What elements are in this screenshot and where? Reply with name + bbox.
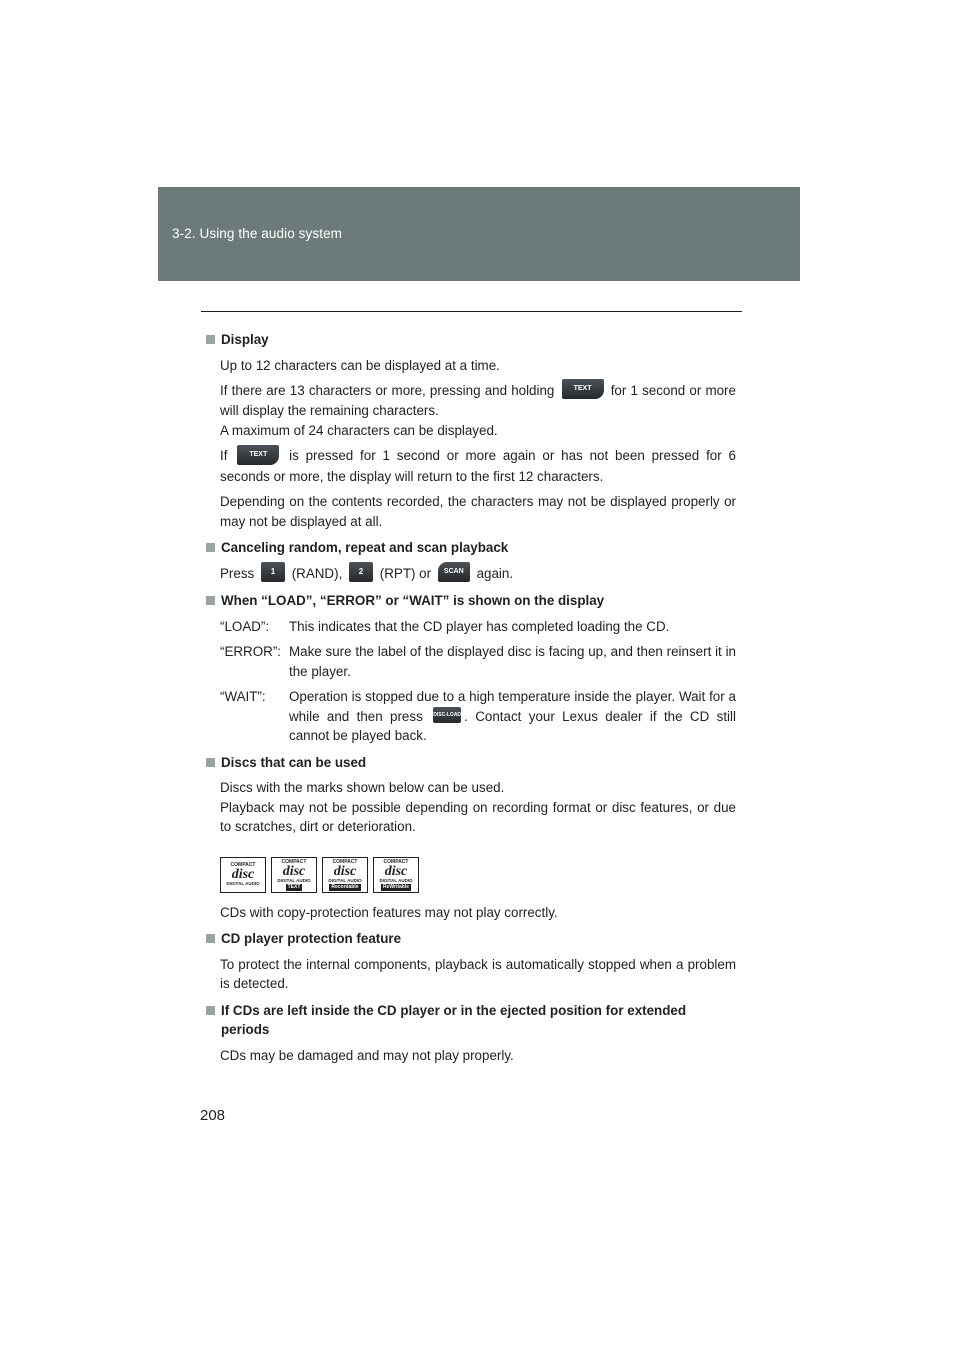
paragraph: Depending on the contents recorded, the characters may not be displayed properly or may not be displayed at all. (220, 494, 736, 529)
section-heading: When “LOAD”, “ERROR” or “WAIT” is shown on the display (221, 593, 605, 609)
paragraph: A maximum of 24 characters can be displayed. (220, 422, 498, 438)
status-row-wait: “WAIT”: Operation is stopped due to a high temperature inside the player. Wait for a while and then press DISC-LOAD . Contact your Lexus dealer if the CD still cannot be played back. (220, 689, 736, 744)
bullet-square-icon (206, 1006, 215, 1015)
page-content (205, 330, 736, 1072)
text-button-icon: TEXT (562, 379, 604, 399)
compact-disc-logo: COMPACT disc DIGITAL AUDIO (220, 857, 266, 893)
compact-disc-rewritable-logo: COMPACT disc DIGITAL AUDIO ReWritable (373, 857, 419, 893)
bullet-square-icon (206, 335, 215, 344)
section-protection (205, 929, 736, 994)
paragraph: Discs with the marks shown below can be used. (220, 780, 505, 796)
section-heading: CD player protection feature (221, 931, 402, 947)
section-discs (205, 753, 736, 923)
bullet-square-icon (206, 934, 215, 943)
paragraph: To protect the internal components, playback is automatically stopped when a problem is detected. (220, 956, 736, 992)
paragraph: Playback may not be possible depending on recording format or disc features, or due to scratches, dirt or deterioration. (220, 799, 736, 835)
section-heading: Canceling random, repeat and scan playback (221, 540, 509, 556)
chapter-header (158, 187, 800, 281)
paragraph: If there are 13 characters or more, pressing and holding TEXT for 1 second or more will display the remaining characters. (220, 381, 736, 421)
preset-1-button-icon: 1 (261, 562, 285, 582)
disc-load-button-icon: DISC-LOAD (433, 707, 461, 723)
paragraph: If TEXT is pressed for 1 second or more again or has not been pressed for 6 seconds or more, the display will return to the first 12 characters. (220, 446, 736, 486)
section-heading: Discs that can be used (221, 754, 367, 770)
paragraph: Up to 12 characters can be displayed at a time. (220, 357, 500, 373)
compact-disc-text-logo: COMPACT disc DIGITAL AUDIO TEXT (271, 857, 317, 893)
status-row-load: “LOAD”: This indicates that the CD player has completed loading the CD. (220, 618, 670, 634)
text-button-icon: TEXT (237, 445, 279, 465)
bullet-square-icon (206, 758, 215, 767)
status-row-error: “ERROR”: Make sure the label of the displayed disc is facing up, and then reinsert it in the player. (220, 644, 736, 679)
section-status (205, 591, 736, 746)
section-heading: If CDs are left inside the CD player or in the ejected position for extended periods (221, 1002, 687, 1038)
section-cancel (205, 538, 736, 584)
divider (201, 311, 742, 312)
bullet-square-icon (206, 596, 215, 605)
section-left-inside (205, 1001, 736, 1066)
paragraph: Press 1 (RAND), 2 (RPT) or SCAN again. (220, 564, 736, 584)
compact-disc-recordable-logo: COMPACT disc DIGITAL AUDIO Recordable (322, 857, 368, 893)
preset-2-button-icon: 2 (349, 562, 373, 582)
paragraph: CDs may be damaged and may not play properly. (220, 1047, 514, 1063)
section-display (205, 330, 736, 531)
paragraph: CDs with copy-protection features may not play correctly. (220, 904, 558, 920)
bullet-square-icon (206, 543, 215, 552)
disc-logos (220, 857, 736, 893)
section-heading: Display (221, 332, 269, 347)
scan-button-icon: SCAN (438, 562, 470, 582)
page-number: 208 (200, 1107, 226, 1124)
chapter-title: 3-2. Using the audio system (172, 226, 343, 241)
